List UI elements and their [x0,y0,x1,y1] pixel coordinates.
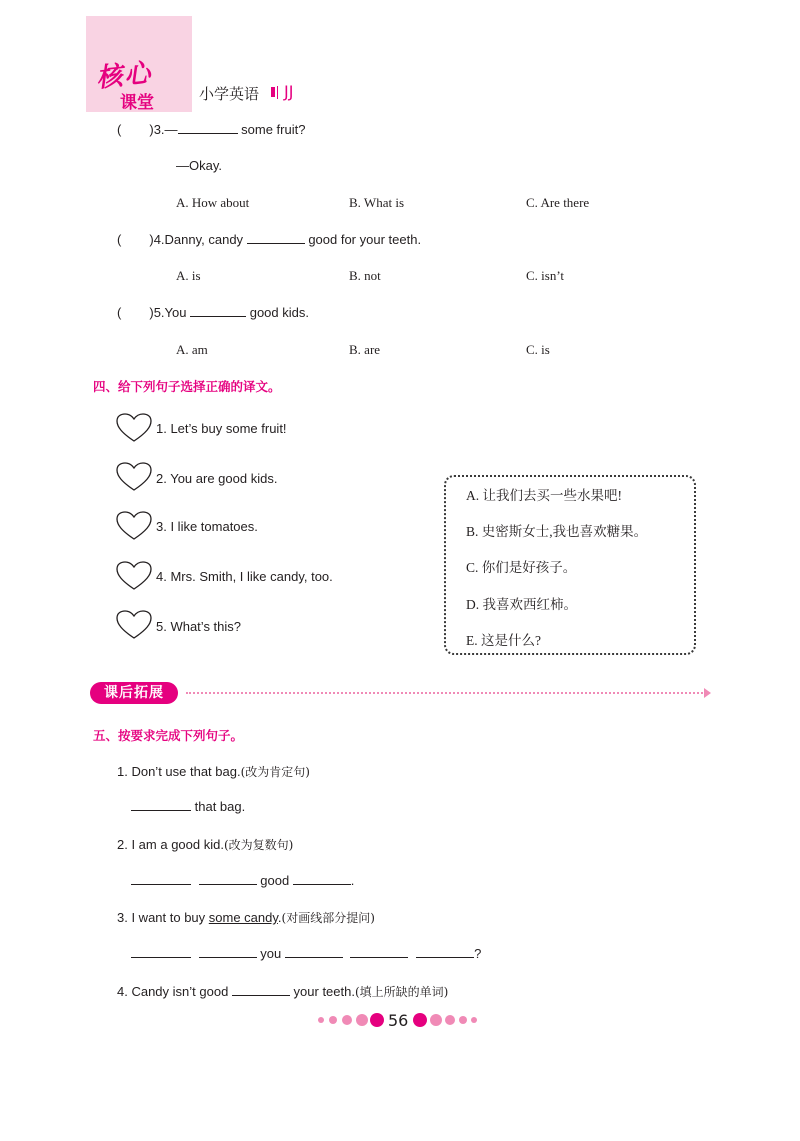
page-dot-icon [445,1015,455,1025]
section-5-answer-1 [131,799,245,814]
heart-icon[interactable] [116,511,152,541]
header-subject: 小学英语 [199,85,260,103]
page-dot-icon [318,1017,324,1023]
section-5-question-3 [117,909,375,926]
answer-paren-close: ) [149,305,154,320]
question-text-after: some fruit? [241,122,306,137]
option-c[interactable]: C. is [526,342,550,357]
question-text: 2. I am a good kid. [117,837,224,852]
question-text-before: Danny, candy [164,232,244,247]
page-dot-icon [430,1014,442,1026]
answer-text: ? [474,946,482,961]
question-4 [117,232,421,247]
question-text-before: — [164,122,178,137]
section-4-item-5: 5. What’s this? [156,619,242,634]
page-dot-icon [459,1016,467,1024]
section-4-item-3: 3. I like tomatoes. [156,519,258,534]
answer-text: . [350,873,355,888]
answer-paren-open: ( [117,232,122,247]
page-dot-icon [329,1016,337,1024]
fill-blank[interactable] [190,315,246,317]
section-5-title: 五、按要求完成下列句子。 [93,728,244,743]
section-5-answer-3 [131,946,481,961]
question-number: 4. [153,232,165,247]
answer-paren-open: ( [117,305,122,320]
section-4-item-1: 1. Let’s buy some fruit! [156,421,287,436]
logo-subtitle: 课堂 [120,93,154,113]
arrow-right-icon [704,688,711,698]
question-instruction: (对画线部分提问) [281,911,375,925]
fill-blank[interactable] [131,956,191,958]
fill-blank[interactable] [131,883,191,885]
fill-blank[interactable] [293,883,351,885]
header-separator-line [277,86,278,99]
fill-blank[interactable] [131,809,191,811]
heart-icon[interactable] [116,413,152,443]
question-text: your teeth. [293,984,355,999]
translation-option-b: B. 史密斯女士,我也喜欢糖果。 [466,524,648,539]
question-instruction: (改为复数句) [223,838,294,852]
option-b[interactable]: B. are [349,342,381,357]
fill-blank[interactable] [178,132,238,134]
header-edition: JJ [284,82,294,101]
fill-blank[interactable] [285,956,343,958]
page-dot-icon [413,1013,427,1027]
underlined-phrase: some candy [208,910,278,925]
section-5-question-2 [117,836,293,853]
question-text: 3. I want to buy [117,910,209,925]
question-text-before: You [164,305,187,320]
question-text-after: good kids. [249,305,309,320]
section-5-question-4 [117,983,448,1000]
fill-blank[interactable] [232,994,290,996]
option-a[interactable]: A. How about [176,195,250,210]
translation-option-a: A. 让我们去买一些水果吧! [466,488,622,503]
logo-title: 核心 [94,58,154,94]
fill-blank[interactable] [247,242,305,244]
question-text-after: good for your teeth. [308,232,422,247]
page-dot-icon [370,1013,384,1027]
banner-dotted-line [186,692,706,694]
heart-icon[interactable] [116,610,152,640]
translation-option-c: C. 你们是好孩子。 [466,560,577,575]
question-instruction: (改为肯定句) [240,765,310,779]
option-b[interactable]: B. What is [349,195,405,210]
option-a[interactable]: A. am [176,342,208,357]
translation-option-d: D. 我喜欢西红柿。 [466,597,577,612]
fill-blank[interactable] [350,956,408,958]
fill-blank[interactable] [199,883,257,885]
answer-text: you [260,946,282,961]
section-4-item-4: 4. Mrs. Smith, I like candy, too. [156,569,333,584]
option-c[interactable]: C. isn’t [526,268,565,283]
option-c[interactable]: C. Are there [526,195,590,210]
heart-icon[interactable] [116,561,152,591]
answer-paren-open: ( [117,122,122,137]
fill-blank[interactable] [416,956,474,958]
question-text: 1. Don’t use that bag. [117,764,241,779]
question-3-reply: —Okay. [176,158,222,173]
option-a[interactable]: A. is [176,268,201,283]
option-b[interactable]: B. not [349,268,381,283]
answer-text: good [260,873,290,888]
translation-option-e: E. 这是什么? [466,633,541,648]
page-number: 56 [388,1011,409,1030]
question-text: . [277,910,282,925]
section-5-answer-2 [131,873,354,888]
question-number: 5. [153,305,165,320]
question-5 [117,305,309,320]
header-separator-icon [271,87,275,97]
answer-paren-close: ) [149,232,154,247]
section-banner: 课后拓展 [90,682,178,704]
fill-blank[interactable] [199,956,257,958]
question-text: 4. Candy isn’t good [117,984,229,999]
page-dot-icon [342,1015,352,1025]
answer-paren-close: ) [149,122,154,137]
page-dot-icon [356,1014,368,1026]
section-4-item-2: 2. You are good kids. [156,471,278,486]
question-number: 3. [153,122,165,137]
answer-text: that bag. [194,799,246,814]
question-instruction: (填上所缺的单词) [354,985,449,999]
page-dot-icon [471,1017,477,1023]
section-4-title: 四、给下列句子选择正确的译文。 [93,379,281,394]
question-3 [117,122,305,137]
heart-icon[interactable] [116,462,152,492]
section-5-question-1 [117,763,310,780]
